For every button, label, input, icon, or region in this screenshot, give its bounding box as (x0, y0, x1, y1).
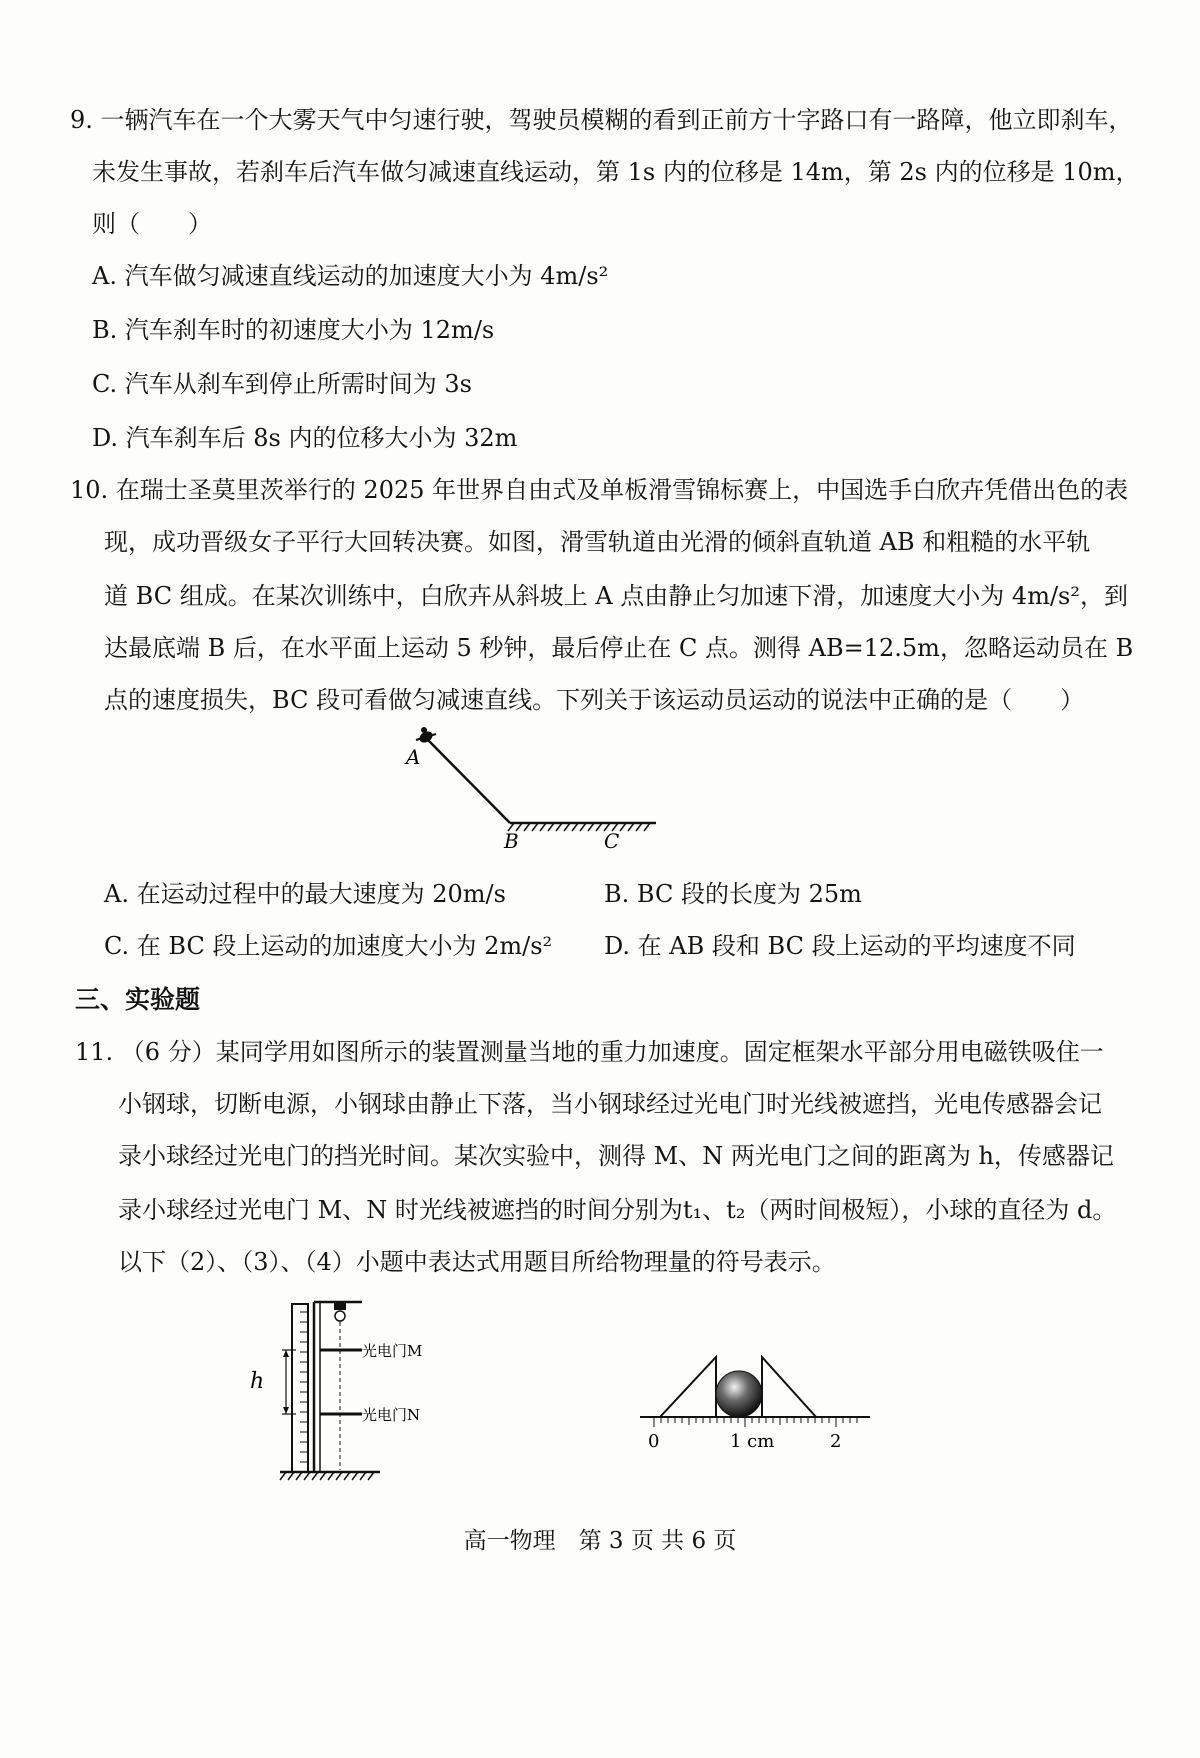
slope-ab (428, 740, 510, 823)
q11-line-2: 小钢球，切断电源，小钢球由静止下落，当小钢球经过光电门时光线被遮挡，光电传感器会记 (118, 1090, 1102, 1118)
q10-option-c: C. 在 BC 段上运动的加速度大小为 2m/s² (104, 932, 553, 960)
q10-option-d: D. 在 AB 段和 BC 段上运动的平均速度不同 (604, 932, 1076, 960)
section-title: 三、实验题 (75, 985, 201, 1014)
q9-option-c: C. 汽车从刹车到停止所需时间为 3s (92, 370, 472, 398)
q9-option-d: D. 汽车刹车后 8s 内的位移大小为 32m (92, 424, 518, 452)
q9-line-3: 则（ ） (92, 210, 212, 238)
q9-line-2: 未发生事故，若刹车后汽车做匀减速直线运动，第 1s 内的位移是 14m，第 2s 内的位移是 10m， (92, 158, 1140, 186)
steel-ball (335, 1311, 345, 1321)
q10-line-2: 现，成功晋级女子平行大回转决赛。如图，滑雪轨道由光滑的倾斜直轨道 AB 和粗糙的水平轨 (104, 528, 1091, 556)
label-c: C (604, 829, 620, 853)
slope-diagram (380, 720, 700, 860)
skier-icon (416, 727, 436, 745)
label-gate-m: 光电门M (362, 1342, 423, 1360)
q10-line-5: 点的速度损失，BC 段可看做匀减速直线。下列关于该运动员运动的说法中正确的是（ ） (104, 686, 1085, 714)
scale-label-0: 0 (648, 1431, 660, 1452)
label-h: h (250, 1369, 265, 1394)
q9-option-b: B. 汽车刹车时的初速度大小为 12m/s (92, 316, 495, 344)
q11-line-5: 以下（2）、（3）、（4）小题中表达式用题目所给物理量的符号表示。 (118, 1248, 836, 1276)
label-a: A (406, 745, 421, 769)
q11-line-3: 录小球经过光电门的挡光时间。某次实验中，测得 M、N 两光电门之间的距离为 h，传感器记 (118, 1142, 1114, 1170)
ruler-ticks (300, 1312, 308, 1462)
steel-ball (716, 1371, 762, 1417)
q9-option-a: A. 汽车做匀减速直线运动的加速度大小为 4m/s² (92, 262, 609, 290)
triangle-block-left (660, 1357, 716, 1417)
q10-option-b: B. BC 段的长度为 25m (604, 880, 862, 908)
scale-ticks (654, 1417, 857, 1427)
scale-label-2: 2 (830, 1431, 842, 1452)
page-footer: 高一物理 第 3 页 共 6 页 (463, 1528, 737, 1554)
q10-line-3: 道 BC 组成。在某次训练中，白欣卉从斜坡上 A 点由静止匀加速下滑，加速度大小为 4m/s²，到 (104, 582, 1128, 610)
q11-line-1: 11. （6 分）某同学用如图所示的装置测量当地的重力加速度。固定框架水平部分用电磁铁吸住一 (75, 1038, 1104, 1066)
apparatus-diagram (240, 1290, 480, 1490)
q10-line-4: 达最底端 B 后，在水平面上运动 5 秒钟，最后停止在 C 点。测得 AB=12.5m，忽略运动员在 B (104, 634, 1134, 662)
q11-line-4: 录小球经过光电门 M、N 时光线被遮挡的时间分别为t₁、t₂（两时间极短），小球的直径为 d。 (118, 1196, 1117, 1224)
q9-line-1: 9. 一辆汽车在一个大雾天气中匀速行驶，驾驶员模糊的看到正前方十字路口有一路障，他立即刹车， (70, 106, 1133, 134)
q10-option-a: A. 在运动过程中的最大速度为 20m/s (104, 880, 506, 908)
ruler (292, 1304, 308, 1472)
triangle-block-right (762, 1357, 816, 1417)
q10-line-1: 10. 在瑞士圣莫里茨举行的 2025 年世界自由式及单板滑雪锦标赛上，中国选手白欣卉凭借出色的表 (70, 476, 1129, 504)
ball-measurement-diagram (630, 1355, 890, 1485)
electromagnet (334, 1302, 346, 1310)
scale-label-1: 1 cm (730, 1431, 775, 1452)
label-gate-n: 光电门N (362, 1406, 421, 1424)
label-b: B (504, 829, 519, 853)
